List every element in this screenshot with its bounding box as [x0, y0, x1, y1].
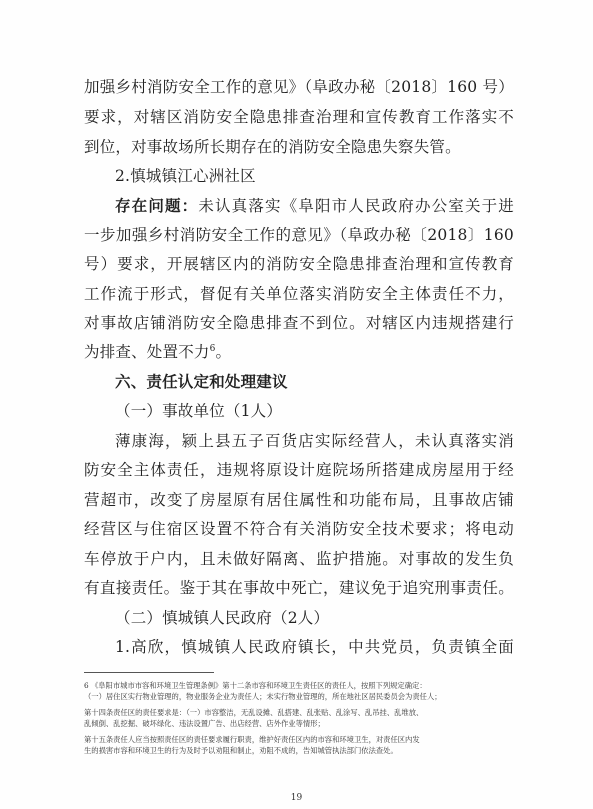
problem-line: 号）要求，开展辖区内的消防安全隐患排查治理和宣传教育 [84, 255, 514, 273]
problem-line: 工作流于形式，督促有关单位落实消防安全主体责任不力， [84, 285, 514, 303]
problem-line: 一步加强乡村消防安全工作的意见》（阜政办秘〔2018〕160 [84, 226, 514, 244]
footnote-line: 6 《阜阳市城市市容和环境卫生管理条例》第十二条市容和环境卫生责任区的责任人，按照下列规定确定： [84, 681, 427, 690]
footnote-line: 第十五条责任人应当按照责任区的责任要求履行职责，维护好责任区内的市容和环境卫生，对责任区内发 [84, 735, 420, 744]
paragraph-line: 1.高欣，慎城镇人民政府镇长，中共党员，负责镇全面 [115, 638, 514, 656]
problem-text: 未认真落实《阜阳市人民政府办公室关于进 [198, 197, 514, 215]
paragraph-line: 经营区与住宿区设置不符合有关消防安全技术要求；将电动 [84, 520, 514, 538]
paragraph-line: 薄康海，颍上县五子百货店实际经营人，未认真落实消 [115, 432, 514, 450]
paragraph-line: 营超市，改变了房屋原有居住属性和功能布局，且事故店铺 [84, 491, 514, 509]
problem-line: 对事故店铺消防安全隐患排查不到位。对辖区内违规搭建行 [84, 314, 514, 332]
body-line: 要求，对辖区消防安全隐患排查治理和宣传教育工作落实不 [84, 108, 514, 126]
subsection-title: 2.慎城镇江心洲社区 [115, 167, 256, 185]
problem-end: 。 [215, 343, 232, 361]
footnote-line: （一）居住区实行物业管理的，物业服务企业为责任人；未实行物业管理的，所在地社区居民委员会为责任人； [84, 692, 442, 701]
problem-text: 为排查、处置不力 [84, 343, 210, 361]
footnote-line: 乱倾倒、乱挖掘、破坏绿化、违法设置广告、出店经营、店外作业等情形； [84, 719, 325, 728]
body-line: 加强乡村消防安全工作的意见》（阜政办秘〔2018〕160 号） [84, 78, 514, 96]
problem-line [84, 341, 514, 363]
paragraph-line: 有直接责任。鉴于其在事故中死亡，建议免于追究刑事责任。 [84, 579, 514, 597]
footnote-line: 生的损害市容和环境卫生的行为及时予以劝阻和制止，劝阻不成的，告知城管执法部门依法查处。 [84, 746, 398, 755]
footnote-line: 第十四条责任区的责任要求是：（一）市容整洁，无乱设摊、乱搭建、乱张贴、乱涂写、乱吊挂、乱堆放、 [84, 708, 424, 717]
subsection-heading: （二）慎城镇人民政府（2人） [115, 609, 330, 627]
footnote-divider [84, 672, 214, 673]
footnote-mark: 6 [209, 343, 216, 354]
body-line: 到位，对事故场所长期存在的消防安全隐患失察失管。 [84, 138, 461, 156]
subsection-heading: （一）事故单位（1人） [115, 402, 283, 420]
problem-line [115, 195, 514, 217]
section-heading: 六、责任认定和处理建议 [115, 373, 288, 391]
paragraph-line: 防安全主体责任，违规将原设计庭院场所搭建成房屋用于经 [84, 461, 514, 479]
problem-label: 存在问题： [115, 197, 199, 215]
paragraph-line: 车停放于户内，且未做好隔离、监护措施。对事故的发生负 [84, 550, 514, 568]
page-number: 19 [290, 793, 303, 803]
